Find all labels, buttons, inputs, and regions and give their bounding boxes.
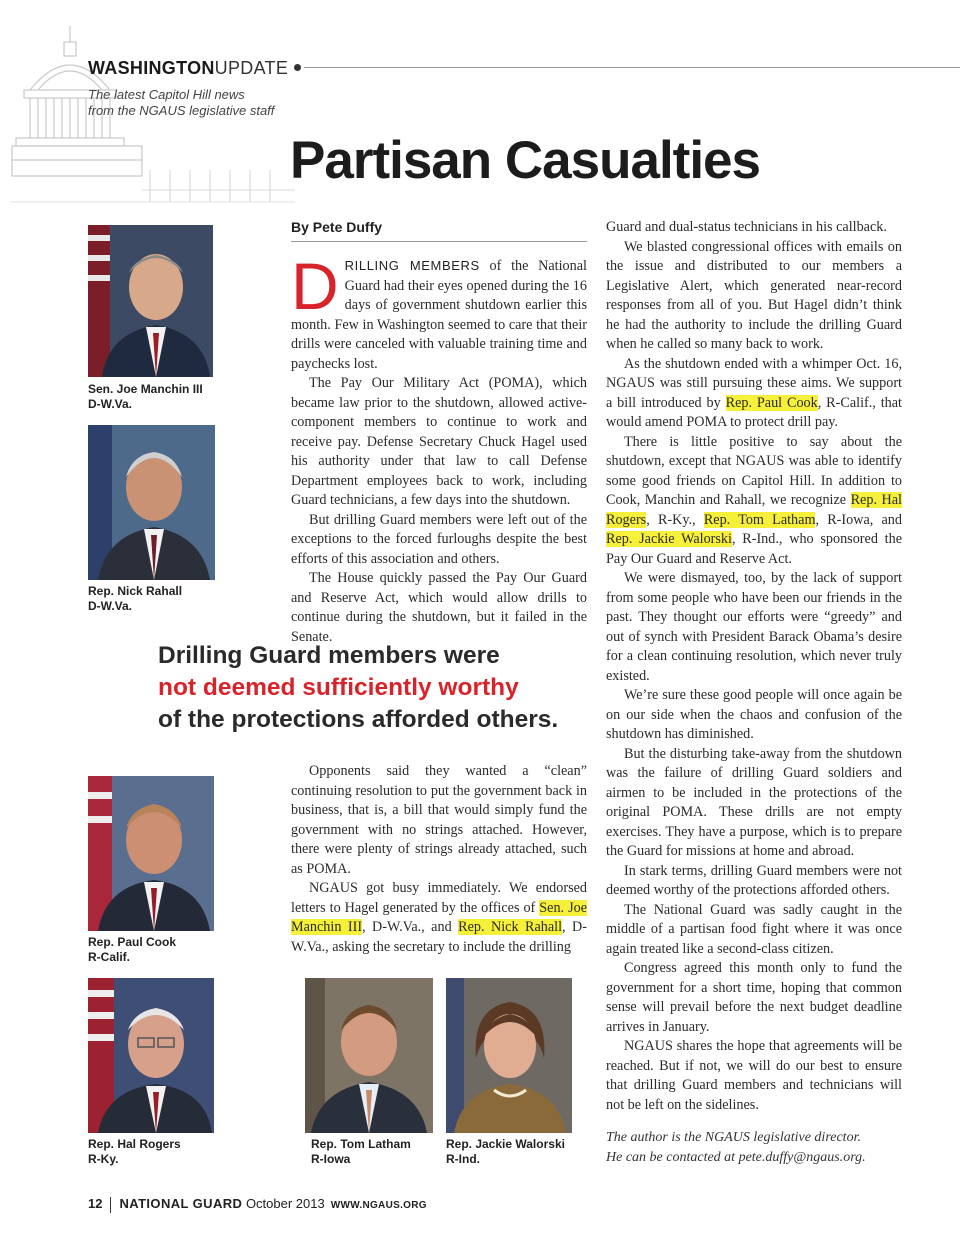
highlighted-name: Rep. Paul Cook <box>725 394 818 411</box>
article-paragraph: The Pay Our Military Act (POMA), which became law prior to the shutdown, allowed active-component members to continue to work and receive pay. Defense Secretary Chuck Hagel used his authority under that law to call Defense Department employees back to work, including Guard technicians, a few days into the shutdown. <box>291 375 587 508</box>
article-paragraph <box>291 879 587 957</box>
byline: By Pete Duffy <box>291 219 383 235</box>
article-paragraph: We’re sure these good people will once again be on our side when the chaos and confusion of the shutdown has diminished. <box>606 687 902 742</box>
byline-rule <box>291 241 587 242</box>
caption-party: D-W.Va. <box>88 599 133 613</box>
issue-date: October 2013 <box>245 1196 325 1211</box>
caption-party: R-Iowa <box>311 1152 351 1166</box>
paragraph-text: , D-W.Va., and <box>362 919 459 935</box>
pull-quote <box>158 640 598 736</box>
paragraph-text: , R-Ind., who sponsored the Pay Our Guard and Reserve Act. <box>606 531 902 567</box>
portrait-photo-rogers <box>88 978 214 1133</box>
caption-name: Sen. Joe Manchin III <box>88 382 203 396</box>
credit-line: The author is the NGAUS legislative director. <box>606 1130 861 1145</box>
caption-name: Rep. Paul Cook <box>88 935 177 949</box>
portrait-caption <box>311 1137 411 1167</box>
pull-quote-line: of the protections afforded others. <box>158 706 559 733</box>
article-paragraph: We blasted congressional offices with emails on the issue and distributed to our members a Legislative Alert, which generated near-record responses from all of you. But Hagel didn’t think he had the authority to include the drilling Guard when he called so many back to work. <box>606 238 902 352</box>
lead-in-caps: RILLING MEMBERS <box>344 258 480 273</box>
drop-cap: D <box>291 249 339 323</box>
paragraph-text: , R-Calif., that would amend POMA to protect drill pay. <box>606 394 902 430</box>
article-paragraph <box>606 433 902 570</box>
footer-divider <box>110 1197 111 1213</box>
article-paragraph <box>606 355 902 433</box>
website-url: WWW.NGAUS.ORG <box>330 1200 427 1211</box>
portrait-photo-cook <box>88 776 214 931</box>
portrait-photo-latham <box>305 978 433 1133</box>
page-footer <box>88 1196 427 1213</box>
pull-quote-line-red: not deemed sufficiently worthy <box>158 674 519 701</box>
article-paragraph: We were dismayed, too, by the lack of support from some people who have been our friends in the past. They thought our efforts were “greedy” and out of synch with President Barack Obama’s desire for a clean continuing resolution, which never truly existed. <box>606 570 902 684</box>
portrait-caption <box>88 382 203 412</box>
header-rule <box>304 67 960 68</box>
portrait-caption <box>446 1137 565 1167</box>
subtitle-line: from the NGAUS legislative staff <box>88 103 275 118</box>
page-number: 12 <box>88 1196 103 1211</box>
article-paragraph: The House quickly passed the Pay Our Guard and Reserve Act, which would allow drills to continue during the shutdown, but it failed in the Senate. <box>291 570 587 645</box>
caption-party: D-W.Va. <box>88 397 133 411</box>
header-bullet-dot <box>294 64 301 71</box>
article-paragraph <box>291 249 587 374</box>
highlighted-name: Rep. Hal Rogers <box>606 492 902 528</box>
article-paragraph: But the disturbing take-away from the shutdown was the failure of drilling Guard soldiers and airmen to be included in the protections of the original POMA. These drills are not empty exercises. They have a purpose, which is to prepare the Guard for missions at home and abroad. <box>606 745 902 859</box>
article-paragraph: Congress agreed this month only to fund the government for a short time, hoping that common sense will prevail before the next budget deadline arrives in January. <box>606 960 902 1035</box>
article-paragraph: NGAUS shares the hope that agreements will be reached. But if not, we will do our best to ensure that drilling Guard members and technicians will not be left on the sidelines. <box>606 1038 902 1113</box>
article-column-1-bottom <box>291 762 587 957</box>
credit-line: He can be contacted at pete.duffy@ngaus.org. <box>606 1150 866 1165</box>
caption-party: R-Ind. <box>446 1152 480 1166</box>
article-paragraph: But drilling Guard members were left out of the exceptions to the forced furloughs despite the best efforts of this association and others. <box>291 511 587 567</box>
article-paragraph: Opponents said they wanted a “clean” continuing resolution to put the government back in business, that is, a bill that would simply fund the government with no strings attached. However, there were plenty of strings already attached, such as POMA. <box>291 763 587 877</box>
headline: Partisan Casualties <box>290 131 761 190</box>
caption-name: Rep. Hal Rogers <box>88 1137 181 1151</box>
paragraph-text: NGAUS got busy immediately. We endorsed letters to Hagel generated by the offices of <box>291 880 587 916</box>
highlighted-name: Rep. Jackie Walorski <box>606 531 732 547</box>
subtitle-line: The latest Capitol Hill news <box>88 87 245 102</box>
section-title: WASHINGTONUPDATE <box>88 58 289 78</box>
highlighted-name: Sen. Joe Manchin III <box>291 899 587 935</box>
article-paragraph: In stark terms, drilling Guard members were not deemed worthy of the protections afforded others. <box>606 862 902 898</box>
pull-quote-line: Drilling Guard members were <box>158 642 500 669</box>
highlighted-name: Rep. Tom Latham <box>703 511 816 528</box>
author-credit <box>606 1128 906 1168</box>
magazine-name: NATIONAL GUARD <box>119 1196 243 1211</box>
section-subtitle <box>88 87 328 119</box>
article-column-2 <box>606 218 902 1115</box>
paragraph-text: , R-Ky., <box>646 511 704 528</box>
portrait-photo-manchin <box>88 225 213 377</box>
caption-party: R-Calif. <box>88 950 130 964</box>
caption-name: Rep. Nick Rahall <box>88 584 183 598</box>
paragraph-text: As the shutdown ended with a whimper Oct. 16, NGAUS was still pursuing these aims. We support a bill introduced by <box>606 355 902 411</box>
paragraph-text: of the National Guard had their eyes opened during the 16 days of government shutdown earlier this month. Few in Washington seemed to care that their drills were canceled with valuable training time and paychecks lost. <box>291 258 587 372</box>
article-paragraph: The National Guard was sadly caught in the middle of a partisan food fight where it was once again treated like a second-class citizen. <box>606 901 902 957</box>
paragraph-text: , D-W.Va., asking the secretary to include the drilling <box>291 919 587 955</box>
paragraph-text: , R-Iowa, and <box>815 511 902 528</box>
highlighted-name: Rep. Nick Rahall <box>458 919 563 935</box>
paragraph-text: There is little positive to say about the shutdown, except that NGAUS was able to identify some good friends on Capitol Hill. In addition to Cook, Manchin and Rahall, we recognize <box>606 433 902 508</box>
portrait-caption <box>88 584 182 614</box>
caption-party: R-Ky. <box>88 1152 119 1166</box>
portrait-caption <box>88 935 176 965</box>
portrait-photo-rahall <box>88 425 215 580</box>
caption-name: Rep. Jackie Walorski <box>446 1137 565 1151</box>
portrait-photo-walorski <box>446 978 572 1133</box>
caption-name: Rep. Tom Latham <box>311 1137 411 1151</box>
article-column-1-top <box>291 249 587 647</box>
portrait-caption <box>88 1137 181 1167</box>
article-paragraph: Guard and dual-status technicians in his callback. <box>606 219 887 235</box>
